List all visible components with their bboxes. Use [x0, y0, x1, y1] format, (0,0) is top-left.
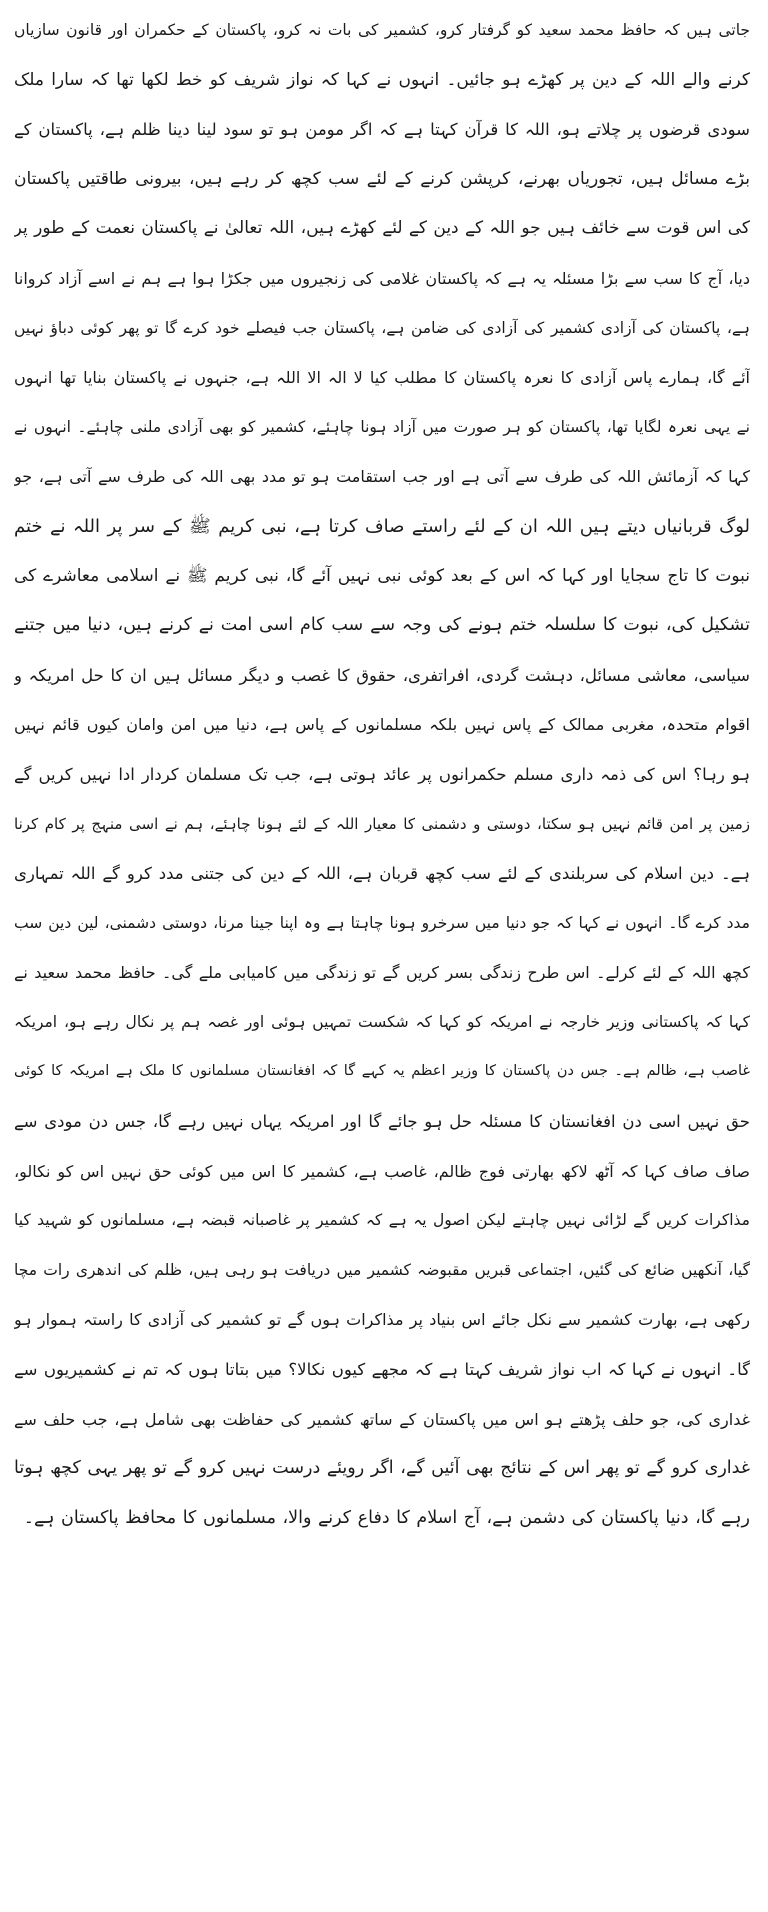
text-line: ہے، پاکستان کی آزادی کشمیر کی آزادی کی ضامن ہے، پاکستان جب فیصلے خود کرے گا تو پھر کوئی دباؤ نہیں [14, 318, 750, 337]
text-line: سودی قرضوں پر چلاتے ہو، اللہ کا قرآن کہتا ہے کہ اگر مومن ہو تو سود لینا دینا ظلم ہے، پاکستان کے [14, 120, 750, 140]
text-line: سیاسی، معاشی مسائل، دہشت گردی، افراتفری، حقوق کا غصب و دیگر مسائل ہیں ان کا حل امریکہ و [14, 665, 750, 685]
text-line: گا۔ انہوں نے کہا کہ اب نواز شریف کہتا ہے کہ مجھے کیوں نکالا؟ میں بتاتا ہوں کہ تم نے کشمیریوں سے [14, 1360, 750, 1380]
text-line: مدد کرے گا۔ انہوں نے کہا کہ جو دنیا میں سرخرو ہونا چاہتا ہے وہ اپنا جینا مرنا، دوستی دشمنی، لین دین سب [14, 913, 750, 932]
text-line: کرنے والے اللہ کے دین پر کھڑے ہو جائیں۔ انہوں نے کہا کہ نواز شریف کو خط لکھا تھا کہ سارا ملک [14, 69, 750, 90]
text-line: ہے۔ دین اسلام کی سربلندی کے لئے سب کچھ قربان ہے، اللہ کے دین کی جتنی مدد کرو گے اللہ تمہاری [14, 864, 750, 884]
text-line: جاتی ہیں کہ حافظ محمد سعید کو گرفتار کرو، کشمیر کی بات نہ کرو، پاکستان کے حکمران اور قانون سازیاں [14, 21, 750, 39]
text-line: کہا کہ پاکستانی وزیر خارجہ نے امریکہ کو کہا کہ شکست تمہیں ہوئی اور غصہ ہم پر نکال رہے ہو، امریکہ [14, 1012, 750, 1031]
text-line: کچھ اللہ کے لئے کرلے۔ اس طرح زندگی بسر کریں گے تو زندگی میں کامیابی ملے گی۔ حافظ محمد سعید نے [14, 963, 750, 983]
text-line: غداری کرو گے تو پھر اس کے نتائج بھی آئیں گے، اگر رویئے درست نہیں کرو گے تو پھر یہی کچھ ہوتا [14, 1458, 750, 1479]
text-line: صاف صاف کہا کہ آٹھ لاکھ بھارتی فوج ظالم، غاصب ہے، کشمیر کا اس میں کوئی حق نہیں اس کو نکالو، [14, 1161, 750, 1181]
text-line: غداری کی، جو حلف پڑھتے ہو اس میں پاکستان کے ساتھ کشمیر کی حفاظت بھی شامل ہے، جب حلف سے [14, 1409, 750, 1429]
text-line: کی اس قوت سے خائف ہیں جو اللہ کے دین کے لئے کھڑے ہیں، اللہ تعالیٰ نے پاکستان نعمت کے طور پر [14, 218, 750, 239]
text-line: رکھی ہے، بھارت کشمیر سے نکل جائے اس بنیاد پر مذاکرات ہوں گے تو کشمیر کی آزادی کا راستہ ہموار ہو [14, 1310, 750, 1330]
text-line: دیا، آج کا سب سے بڑا مسئلہ یہ ہے کہ پاکستان غلامی کی زنجیروں میں جکڑا ہوا ہے ہم نے اسے آزاد کروانا [14, 268, 750, 288]
text-line: نے یہی نعرہ لگایا تھا، پاکستان کو ہر صورت میں آزاد ہونا چاہئے، کشمیر کو بھی آزادی ملنی چاہئے۔ انہوں نے [14, 417, 750, 436]
text-line: آئے گا، ہمارے پاس آزادی کا نعرہ پاکستان کا مطلب کیا لا الہ الا اللہ ہے، جنہوں نے پاکستان بنایا تھا انہوں [14, 368, 750, 388]
text-line: مذاکرات کریں گے لڑائی نہیں چاہتے لیکن اصول یہ ہے کہ کشمیر پر غاصبانہ قبضہ ہے، مسلمانوں کو شہید کیا [14, 1211, 750, 1230]
text-line: حق نہیں اسی دن افغانستان کا مسئلہ حل ہو جائے گا اور امریکہ یہاں نہیں رہے گا، جس دن مودی سے [14, 1112, 750, 1132]
text-line: تشکیل کی، نبوت کا سلسلہ ختم ہونے کی وجہ سے سب کام اسی امت نے کرنے ہیں، دنیا میں جتنے [14, 615, 750, 636]
text-line: رہے گا، دنیا پاکستان کی دشمن ہے، آج اسلام کا دفاع کرنے والا، مسلمانوں کا محافظ پاکستان ہے۔ [23, 1507, 750, 1528]
text-line: کہا کہ آزمائش اللہ کی طرف سے آتی ہے اور جب استقامت ہو تو مدد بھی اللہ کی طرف سے آتی ہے، جو [14, 467, 750, 487]
text-line: بڑے مسائل ہیں، تجوریاں بھرنے، کرپشن کرنے کے لئے سب کچھ کر رہے ہیں، بیرونی طاقتیں پاکستان [14, 168, 750, 189]
text-line: اقوام متحدہ، مغربی ممالک کے پاس نہیں بلکہ مسلمانوں کے پاس ہے، دنیا میں امن وامان کیوں قائم نہیں [14, 715, 750, 735]
text-line: ہو رہا؟ اس کی ذمہ داری مسلم حکمرانوں پر عائد ہوتی ہے، جب تک مسلمان کردار ادا نہیں کریں گے [14, 764, 750, 784]
text-line: زمین پر امن قائم نہیں ہو سکتا، دوستی و دشمنی کا معیار اللہ کے لئے ہونا چاہئے، ہم نے اسی منہج پر کام کرنا [14, 814, 750, 833]
text-line: لوگ قربانیاں دیتے ہیں اللہ ان کے لئے راستے صاف کرتا ہے، نبی کریم ﷺ کے سر پر اللہ نے ختم [14, 515, 750, 537]
text-line: نبوت کا تاج سجایا اور کہا کہ اس کے بعد کوئی نبی نہیں آئے گا، نبی کریم ﷺ نے اسلامی معاشرے کی [14, 565, 750, 586]
text-line: گیا، آنکھیں ضائع کی گئیں، اجتماعی قبریں مقبوضہ کشمیر میں دریافت ہو رہی ہیں، ظلم کی اندھری رات مچا [14, 1260, 750, 1279]
text-line: غاصب ہے، ظالم ہے۔ جس دن پاکستان کا وزیر اعظم یہ کہے گا کہ افغانستان مسلمانوں کا ملک ہے امریکہ کا کوئی [14, 1063, 750, 1080]
